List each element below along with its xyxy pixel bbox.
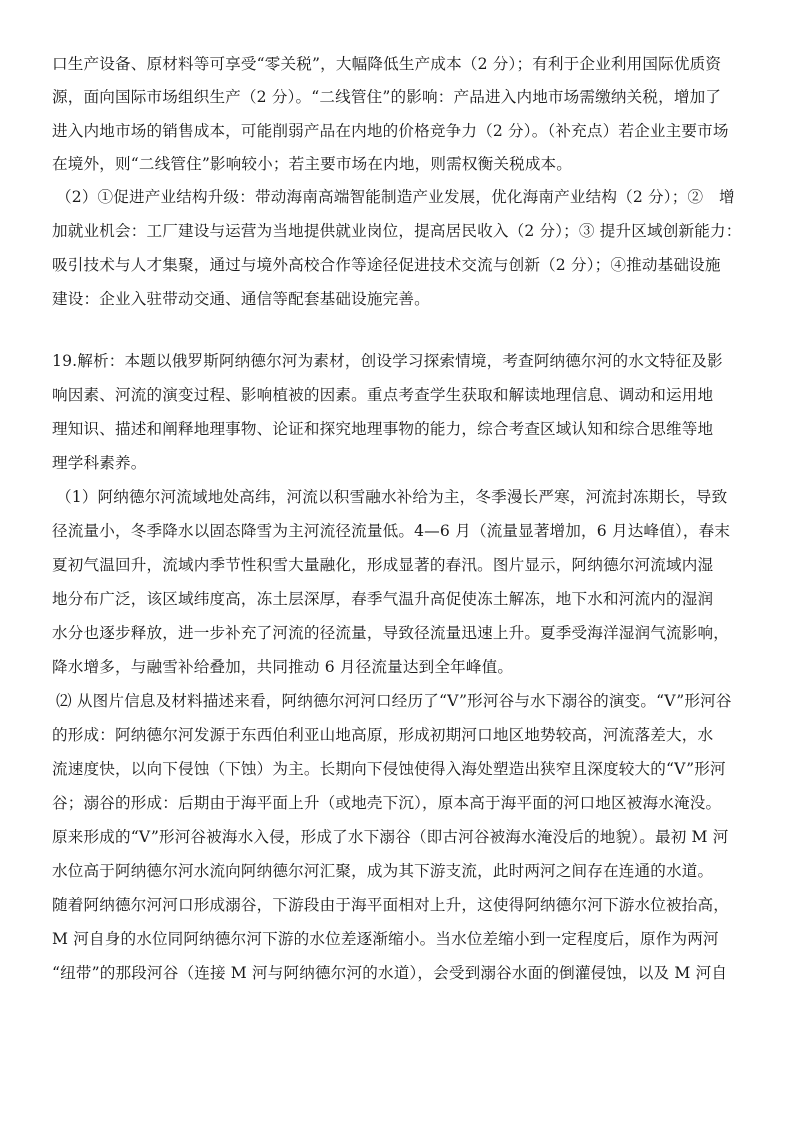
- text-line: 进入内地市场的销售成本，可能削弱产品在内地的价格竞争力（2 分）。（补充点）若企业主要市场: [52, 122, 729, 140]
- text-line: 随着阿纳德尔河河口形成溺谷，下游段由于海平面相对上升，这使得阿纳德尔河下游水位被抬高，: [52, 896, 729, 914]
- text-line: 建设：企业入驻带动交通、通信等配套基础设施完善。: [52, 290, 430, 308]
- text-line: （2）①促进产业结构升级：带动海南高端智能制造产业发展，优化海南产业结构（2 分）；② 增: [56, 188, 735, 206]
- text-line: 在境外，则“二线管住”影响较小；若主要市场在内地，则需权衡关税成本。: [52, 155, 573, 173]
- text-line: 原来形成的“V”形河谷被海水入侵，形成了水下溺谷（即古河谷被海水淹没后的地貌）。最初 M 河: [52, 828, 729, 846]
- text-line: ⑵ 从图片信息及材料描述来看，阿纳德尔河河口经历了“V”形河谷与水下溺谷的演变。“V”形河谷: [56, 692, 732, 710]
- text-line: （1）阿纳德尔河流域地处高纬，河流以积雪融水补给为主，冬季漫长严寒，河流封冻期长，导致: [56, 488, 728, 506]
- text-line: M 河自身的水位同阿纳德尔河下游的水位差逐渐缩小。当水位差缩小到一定程度后，原作为两河: [52, 930, 719, 948]
- text-line: 水分也逐步释放，进一步补充了河流的径流量，导致径流量迅速上升。夏季受海洋湿润气流影响，: [52, 624, 729, 642]
- text-line: 地分布广泛，该区域纬度高，冻土层深厚，春季气温升高促使冻土解冻，地下水和河流内的湿润: [52, 590, 714, 608]
- text-line: 流速度快，以向下侵蚀（下蚀）为主。长期向下侵蚀使得入海处塑造出狭窄且深度较大的“V”形河: [52, 760, 726, 778]
- text-line: 理知识、描述和阐释地理事物、论证和探究地理事物的能力，综合考查区域认知和综合思维等地: [52, 420, 714, 438]
- text-line: 加就业机会：工厂建设与运营为当地提供就业岗位，提高居民收入（2 分）；③ 提升区域创新能力：: [52, 222, 742, 240]
- text-line: 理学科素养。: [52, 454, 147, 472]
- text-line: 源，面向国际市场组织生产（2 分）。“二线管住”的影响：产品进入内地市场需缴纳关税，增加了: [52, 88, 722, 106]
- text-line: 水位高于阿纳德尔河水流向阿纳德尔河汇聚，成为其下游支流，此时两河之间存在连通的水道。: [52, 862, 714, 880]
- text-line: 的形成：阿纳德尔河发源于东西伯利亚山地高原，形成初期河口地区地势较高，河流落差大，水: [52, 726, 714, 744]
- section-heading-19: 19.解析：本题以俄罗斯阿纳德尔河为素材，创设学习探索情境，考查阿纳德尔河的水文特征及影: [52, 352, 723, 370]
- text-line: 夏初气温回升，流域内季节性积雪大量融化，形成显著的春汛。图片显示，阿纳德尔河流域内湿: [52, 556, 714, 574]
- text-line: 谷；溺谷的形成：后期由于海平面上升（或地壳下沉），原本高于海平面的河口地区被海水淹没。: [52, 794, 722, 812]
- text-line: 口生产设备、原材料等可享受“零关税”，大幅降低生产成本（2 分）；有利于企业利用国际优质资: [52, 55, 722, 73]
- text-line: 响因素、河流的演变过程、影响植被的因素。重点考查学生获取和解读地理信息、调动和运用地: [52, 386, 714, 404]
- text-line: 吸引技术与人才集聚，通过与境外高校合作等途径促进技术交流与创新（2 分）；④推动基础设施: [52, 256, 721, 274]
- text-line: “纽带”的那段河谷（连接 M 河与阿纳德尔河的水道），会受到溺谷水面的倒灌侵蚀，以及 M 河自: [52, 964, 728, 982]
- text-line: 径流量小，冬季降水以固态降雪为主河流径流量低。4—6 月（流量显著增加，6 月达峰值），春末: [52, 522, 731, 540]
- text-line: 降水增多，与融雪补给叠加，共同推动 6 月径流量达到全年峰值。: [52, 658, 514, 676]
